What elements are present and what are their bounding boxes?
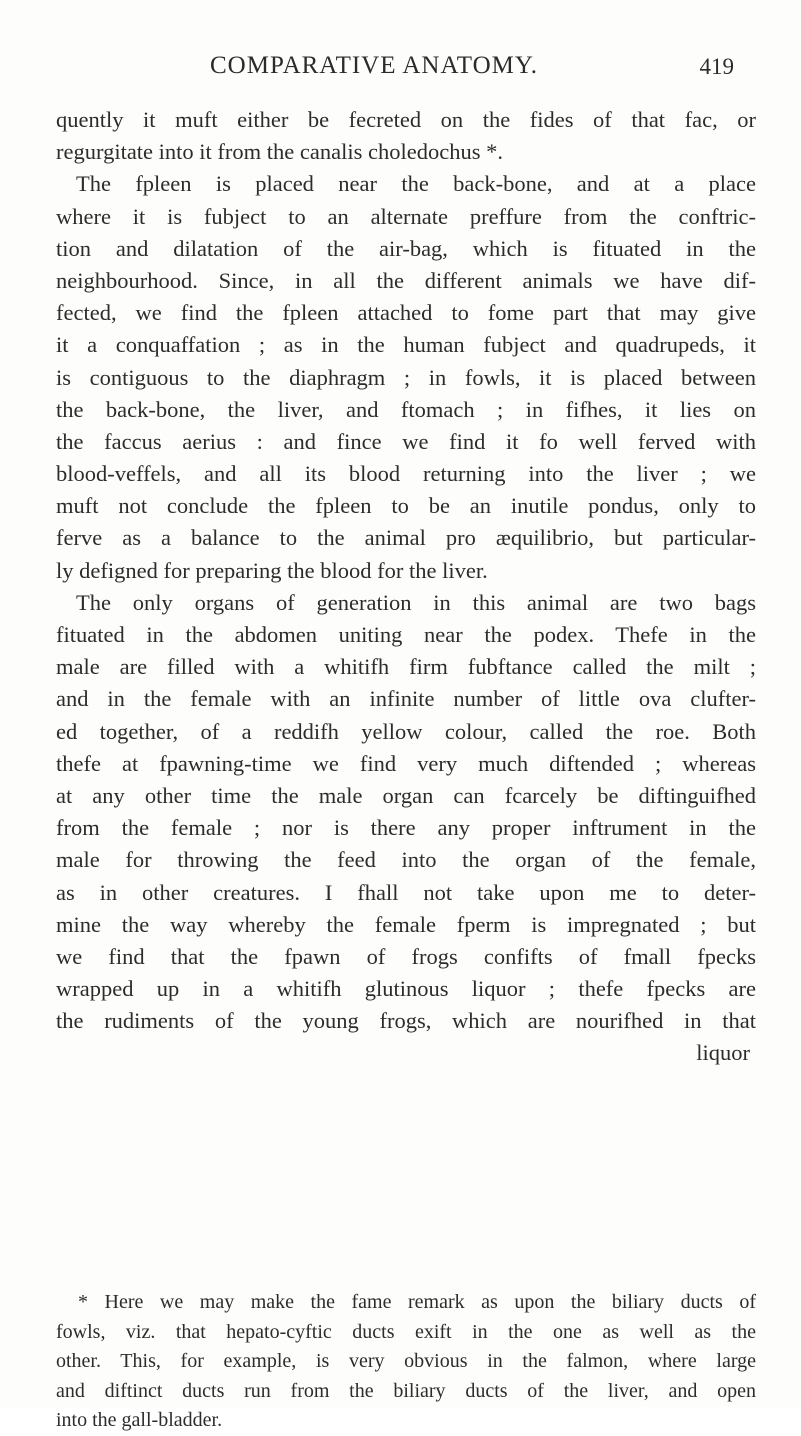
footnote-line: * Here we may make the fame remark as upon the biliary ducts of: [78, 1291, 756, 1313]
footnote-line: into the gall-bladder.: [56, 1409, 223, 1431]
body-line: where it is fubject to an alternate preffure from the conftric-: [56, 203, 756, 229]
body-line: male are filled with a whitifh firm fubftance called the milt ;: [56, 654, 756, 680]
body-line: tion and dilatation of the air-bag, which is fituated in the: [56, 235, 756, 261]
body-line: thefe at fpawning-time we find very much diftended ; whereas: [56, 750, 756, 776]
body-line: is contiguous to the diaphragm ; in fowls, it is placed between: [56, 364, 756, 390]
body-line: male for throwing the feed into the organ of the female,: [56, 847, 756, 873]
footnote-line: fowls, viz. that hepato-cyftic ducts exift in the one as well as the: [56, 1320, 756, 1343]
body-line: ed together, of a reddifh yellow colour, called the roe. Both: [56, 718, 756, 744]
running-head: [60, 52, 740, 92]
body-line: as in other creatures. I fhall not take upon me to deter-: [56, 879, 756, 905]
body-line: quently it muft either be fecreted on the fides of that fac, or: [56, 107, 756, 132]
body-text: [56, 104, 756, 1070]
body-line: from the female ; nor is there any proper inftrument in the: [56, 815, 756, 841]
body-line: ly defigned for preparing the blood for the liver.: [56, 557, 488, 583]
body-line: it a conquaffation ; as in the human fubject and quadrupeds, it: [56, 332, 756, 358]
body-line: fituated in the abdomen uniting near the podex. Thefe in the: [56, 622, 756, 647]
body-line: blood-veffels, and all its blood returning into the liver ; we: [56, 461, 756, 487]
body-line: mine the way whereby the female fperm is impregnated ; but: [56, 911, 756, 937]
body-line: ferve as a balance to the animal pro æquilibrio, but particular-: [56, 525, 756, 551]
body-line: at any other time the male organ can fcarcely be diftinguifhed: [56, 782, 756, 808]
body-line: neighbourhood. Since, in all the different animals we have dif-: [56, 267, 756, 293]
catchword: liquor: [696, 1040, 750, 1066]
body-line: The fpleen is placed near the back-bone, and at a place: [76, 171, 756, 197]
body-line: the faccus aerius : and fince we find it fo well ferved with: [56, 428, 756, 454]
body-line: we find that the fpawn of frogs confifts of fmall fpecks: [56, 943, 756, 969]
running-title: COMPARATIVE ANATOMY.: [210, 52, 538, 79]
body-line: the rudiments of the young frogs, which are nourifhed in that: [56, 1008, 756, 1034]
page-number: 419: [699, 54, 734, 79]
footnote: [56, 1288, 756, 1436]
footnote-line: other. This, for example, is very obvious in the falmon, where large: [56, 1350, 756, 1372]
body-line: regurgitate into it from the canalis choledochus *.: [56, 139, 503, 165]
body-line: The only organs of generation in this animal are two bags: [76, 589, 756, 615]
body-line: wrapped up in a whitifh glutinous liquor ; thefe fpecks are: [56, 976, 756, 1002]
body-line: muft not conclude the fpleen to be an inutile pondus, only to: [56, 493, 756, 519]
footnote-line: and diftinct ducts run from the biliary ducts of the liver, and open: [56, 1379, 756, 1402]
body-line: the back-bone, the liver, and ftomach ; in fifhes, it lies on: [56, 396, 756, 422]
body-line: fected, we find the fpleen attached to fome part that may give: [56, 300, 756, 326]
body-line: and in the female with an infinite number of little ova clufter-: [56, 686, 756, 712]
